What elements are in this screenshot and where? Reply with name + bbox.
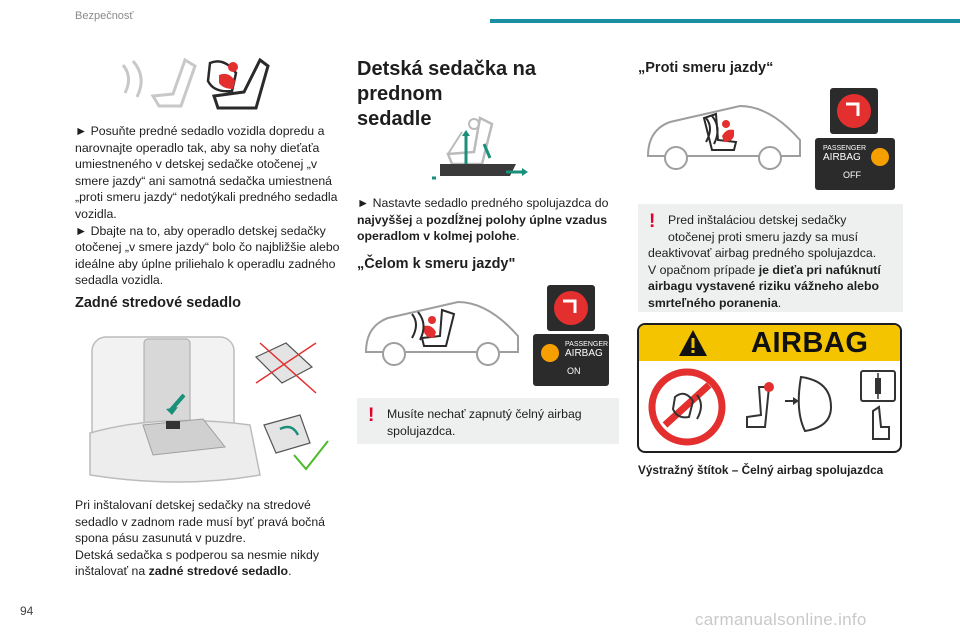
col1-para2-line: Pri inštalovaní detskej sedačky na stredové bbox=[75, 498, 311, 512]
col3-warning-line: airbagu vystavené riziku vážneho alebo bbox=[648, 279, 879, 294]
col2-warning-line: spolujazdca. bbox=[387, 423, 456, 438]
col3-warning-line: smrteľného poranenia. bbox=[648, 295, 782, 310]
col1-para1-line: smere jazdy“ ani samotná sedačka umiestnená bbox=[75, 173, 332, 188]
col1-para1-line: vozidla. bbox=[75, 206, 117, 221]
warning-icon: ! bbox=[368, 405, 375, 426]
col1-para1-line: ► Dbajte na to, aby operadlo detskej sedačky bbox=[75, 223, 326, 238]
passenger-airbag-off-indicator: PASSENGER AIRBAG OFF bbox=[815, 138, 895, 190]
car-forward-facing-illustration bbox=[360, 296, 525, 370]
read-manual-icon bbox=[857, 367, 899, 447]
page-number: 94 bbox=[20, 604, 34, 618]
col1-para1-line: otočenej „v smere jazdy“ bolo čo najbližšie alebo bbox=[75, 240, 340, 255]
col3-warning-box bbox=[638, 204, 903, 312]
airbag-off-icon bbox=[871, 148, 889, 166]
col1-para1-line: ► Posuňte predné sedadlo vozidla dopredu a bbox=[75, 124, 325, 138]
warning-triangle-icon bbox=[677, 328, 709, 358]
col2-para-line: operadlom v kolmej polohe. bbox=[357, 229, 520, 244]
rear-center-seat-illustration bbox=[88, 325, 338, 490]
rear-facing-heading: „Proti smeru jazdy“ bbox=[638, 60, 774, 76]
col1-para2-line: Detská sedačka s podperou sa nesmie nikdy bbox=[75, 547, 320, 562]
airbag-label-header bbox=[639, 325, 900, 361]
airbag-label-caption: Výstražný štítok – Čelný airbag spolujazdca bbox=[638, 463, 884, 477]
rear-center-seat-heading: Zadné stredové sedadlo bbox=[75, 295, 241, 311]
col1-para1-line: ideálne aby úplne priliehalo k operadlu zadného bbox=[75, 256, 336, 271]
passenger-airbag-on-indicator: PASSENGER AIRBAG ON bbox=[533, 334, 609, 386]
airbag-warning-label bbox=[637, 323, 902, 453]
col2-warning-line: Musíte nechať zapnutý čelný airbag bbox=[387, 407, 582, 421]
airbag-icon bbox=[541, 344, 559, 362]
section-title: Bezpečnosť bbox=[75, 10, 134, 22]
airbag-switch-icon bbox=[830, 88, 878, 134]
col3-warning-line: V opačnom prípade je dieťa pri nafúknutí bbox=[648, 262, 881, 277]
front-seat-adjust-illustration bbox=[422, 108, 532, 188]
col3-warning-line: deaktivovať airbag predného spolujazdca. bbox=[648, 246, 877, 261]
no-rear-facing-seat-icon bbox=[647, 367, 727, 447]
col1-para2-line: inštalovať na zadné stredové sedadlo. bbox=[75, 564, 292, 579]
col2-para-line: ► Nastavte sedadlo predného spolujazdca do bbox=[357, 196, 609, 210]
col1-para1-line: sedadla vozidla. bbox=[75, 273, 164, 288]
col1-para1-line: umiestneného v detskej sedačke otočenej „v bbox=[75, 157, 317, 172]
col3-warning-line: otočenej proti smeru jazdy sa musí bbox=[668, 229, 859, 244]
header-accent-bar bbox=[490, 19, 960, 23]
airbag-deploy-icon bbox=[739, 367, 849, 447]
front-seat-heading-line: sedadle bbox=[357, 108, 432, 130]
col1-para1-line: narovnajte operadlo tak, aby sa nohy dieťaťa bbox=[75, 140, 320, 155]
col2-para-line: najvyššej a pozdĺžnej polohy úplne vzadus bbox=[357, 212, 608, 227]
airbag-switch-icon bbox=[547, 285, 595, 331]
car-rear-facing-illustration bbox=[642, 100, 807, 174]
col2-warning-box bbox=[357, 398, 619, 444]
watermark: carmanualsonline.info bbox=[695, 610, 867, 629]
col3-warning-line: Pred inštaláciou detskej sedačky bbox=[668, 213, 847, 227]
seat-adjust-illustration bbox=[115, 55, 275, 115]
airbag-label-word: AIRBAG bbox=[751, 327, 869, 359]
col1-para2-line: spona pásu zasunutá v puzdre. bbox=[75, 531, 246, 546]
forward-facing-heading: „Čelom k smeru jazdy" bbox=[357, 256, 516, 272]
col1-para1-line: „proti smeru jazdy“ nedotýkali predného sedadla bbox=[75, 190, 338, 205]
col1-para2-line: sedadlo v zadnom rade musí byť pravá bočná bbox=[75, 514, 326, 529]
warning-icon: ! bbox=[649, 211, 656, 232]
front-seat-heading-line: Detská sedačka na prednom bbox=[357, 58, 537, 105]
